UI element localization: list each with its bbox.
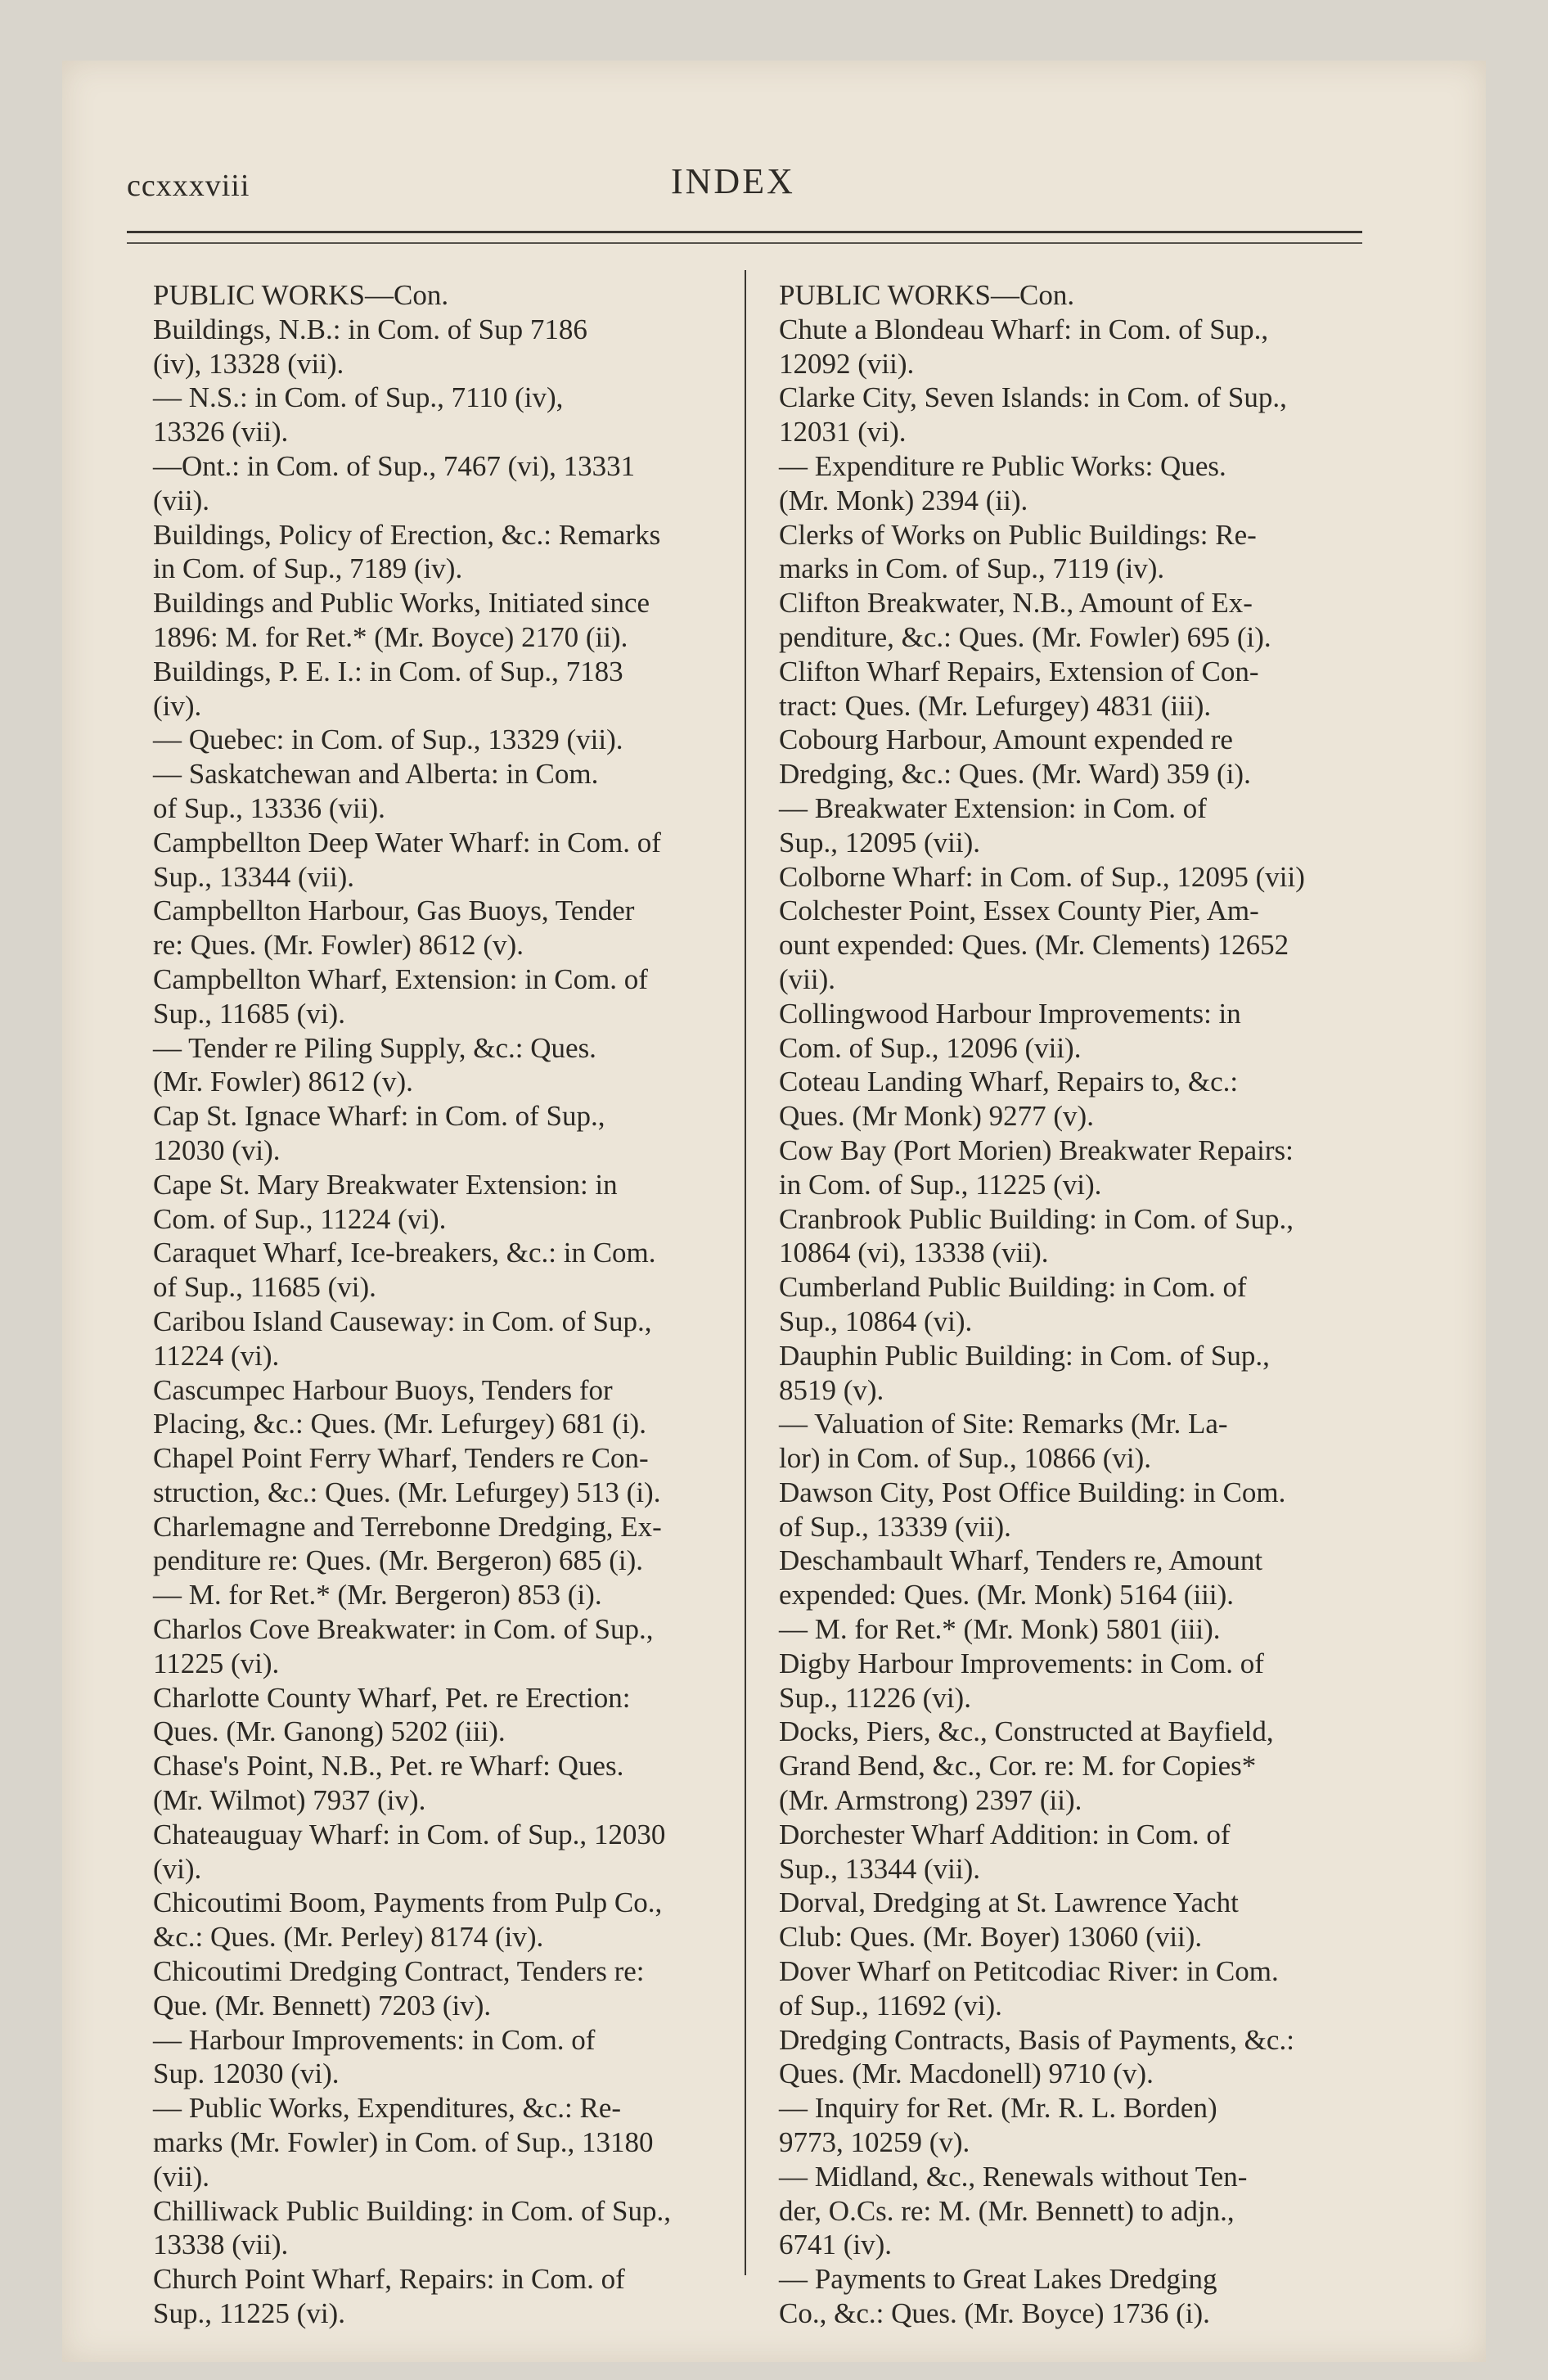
index-entry-line: Sup., 13344 (vii). <box>153 860 354 893</box>
index-entry-line: 12031 (vi). <box>779 416 907 449</box>
index-entry-line: of Sup., 11685 (vi). <box>153 1271 376 1304</box>
index-entry-line: re: Ques. (Mr. Fowler) 8612 (v). <box>153 929 524 962</box>
index-entry-line: Sup., 11225 (vi). <box>153 2297 345 2330</box>
index-entry-line: (Mr. Armstrong) 2397 (ii). <box>779 1784 1082 1817</box>
index-entry-line: Cap St. Ignace Wharf: in Com. of Sup., <box>153 1100 605 1133</box>
index-entry-line: Cape St. Mary Breakwater Extension: in <box>153 1168 618 1201</box>
index-entry-line: tract: Ques. (Mr. Lefurgey) 4831 (iii). <box>779 689 1212 722</box>
index-entry-line: — Expenditure re Public Works: Ques. <box>779 449 1226 482</box>
index-entry-line: Buildings and Public Works, Initiated since <box>153 587 650 620</box>
index-entry-line: — M. for Ret.* (Mr. Bergeron) 853 (i). <box>153 1579 602 1611</box>
index-entry-line: (iv). <box>153 689 202 722</box>
index-entry-line: Dover Wharf on Petitcodiac River: in Com. <box>779 1955 1279 1988</box>
index-entry-line: struction, &c.: Ques. (Mr. Lefurgey) 513 (i). <box>153 1476 661 1508</box>
section-heading: PUBLIC WORKS—Con. <box>153 279 449 311</box>
index-entry-line: (iv), 13328 (vii). <box>153 347 344 380</box>
index-entry-line: (vii). <box>153 484 210 516</box>
index-entry-line: — Payments to Great Lakes Dredging <box>779 2263 1217 2296</box>
index-entry-line: 11225 (vi). <box>153 1647 280 1679</box>
index-entry-line: Deschambault Wharf, Tenders re, Amount <box>779 1544 1263 1577</box>
index-entry-line: 10864 (vi), 13338 (vii). <box>779 1237 1049 1269</box>
running-title: INDEX <box>671 161 795 201</box>
index-entry-line: in Com. of Sup., 7189 (iv). <box>153 552 463 585</box>
index-column-left <box>153 278 740 2331</box>
index-entry-line: (vii). <box>153 2160 210 2193</box>
index-entry-line: Church Point Wharf, Repairs: in Com. of <box>153 2263 625 2296</box>
index-entry-line: Chicoutimi Dredging Contract, Tenders re: <box>153 1955 645 1988</box>
index-entry-line: (Mr. Fowler) 8612 (v). <box>153 1066 413 1098</box>
index-entry-line: — Valuation of Site: Remarks (Mr. La- <box>779 1408 1228 1440</box>
index-entry-line: Sup., 11226 (vi). <box>779 1681 971 1714</box>
index-entry-line: expended: Ques. (Mr. Monk) 5164 (iii). <box>779 1579 1235 1611</box>
index-entry-line: Ques. (Mr Monk) 9277 (v). <box>779 1100 1094 1133</box>
index-entry-line: Charlos Cove Breakwater: in Com. of Sup., <box>153 1613 654 1646</box>
index-entry-line: 13338 (vii). <box>153 2229 289 2261</box>
index-entry-line: penditure, &c.: Ques. (Mr. Fowler) 695 (i). <box>779 620 1271 653</box>
index-entries <box>779 313 1366 2331</box>
index-entry-line: Chute a Blondeau Wharf: in Com. of Sup., <box>779 313 1269 345</box>
index-entry-line: of Sup., 11692 (vi). <box>779 1989 1002 2022</box>
index-entry-line: Clerks of Works on Public Buildings: Re- <box>779 518 1257 551</box>
index-entry-line: Chateauguay Wharf: in Com. of Sup., 12030 <box>153 1818 666 1850</box>
index-entry-line: marks in Com. of Sup., 7119 (iv). <box>779 552 1165 585</box>
index-entry-line: (vii). <box>779 962 836 995</box>
index-entry-line: Clifton Breakwater, N.B., Amount of Ex- <box>779 587 1253 620</box>
index-entry-line: — M. for Ret.* (Mr. Monk) 5801 (iii). <box>779 1613 1221 1646</box>
index-entry-line: Buildings, P. E. I.: in Com. of Sup., 7183 <box>153 655 623 687</box>
index-entry-line: Sup., 12095 (vii). <box>779 826 980 859</box>
index-entry-line: Charlotte County Wharf, Pet. re Erection: <box>153 1681 631 1714</box>
header-rule <box>127 231 1362 233</box>
index-entry-line: Clarke City, Seven Islands: in Com. of Sup., <box>779 381 1287 414</box>
section-heading: PUBLIC WORKS—Con. <box>779 279 1075 311</box>
index-entry-line: Docks, Piers, &c., Constructed at Bayfield, <box>779 1715 1274 1748</box>
index-entry-line: Grand Bend, &c., Cor. re: M. for Copies* <box>779 1750 1257 1783</box>
index-entry-line: of Sup., 13339 (vii). <box>779 1510 1011 1543</box>
index-entry-line: Com. of Sup., 12096 (vii). <box>779 1031 1082 1064</box>
index-entry-line: Que. (Mr. Bennett) 7203 (iv). <box>153 1989 492 2022</box>
index-entry-line: — Saskatchewan and Alberta: in Com. <box>153 758 599 791</box>
index-entry-line: Cobourg Harbour, Amount expended re <box>779 723 1233 756</box>
header-rule-secondary <box>127 242 1362 244</box>
index-entry-line: — Harbour Improvements: in Com. of <box>153 2023 596 2056</box>
index-entry-line: (Mr. Wilmot) 7937 (iv). <box>153 1784 426 1817</box>
index-entry-line: Colborne Wharf: in Com. of Sup., 12095 (vii) <box>779 860 1305 893</box>
index-entry-line: —Ont.: in Com. of Sup., 7467 (vi), 13331 <box>153 449 636 482</box>
index-entry-line: Colchester Point, Essex County Pier, Am- <box>779 895 1259 927</box>
index-entry-line: — Public Works, Expenditures, &c.: Re- <box>153 2092 622 2125</box>
index-entry-line: Chapel Point Ferry Wharf, Tenders re Con- <box>153 1442 649 1475</box>
index-entry-line: Chilliwack Public Building: in Com. of Sup., <box>153 2194 671 2227</box>
index-entry-line: — Breakwater Extension: in Com. of <box>779 791 1207 824</box>
index-entry-line: Ques. (Mr. Macdonell) 9710 (v). <box>779 2058 1154 2090</box>
index-entry-line: Clifton Wharf Repairs, Extension of Con- <box>779 655 1259 687</box>
index-entry-line: Dauphin Public Building: in Com. of Sup., <box>779 1339 1270 1372</box>
index-entry-line: Co., &c.: Ques. (Mr. Boyce) 1736 (i). <box>779 2297 1210 2330</box>
index-entry-line: Digby Harbour Improvements: in Com. of <box>779 1647 1264 1679</box>
index-entry-line: Sup. 12030 (vi). <box>153 2058 340 2090</box>
index-entry-line: Dawson City, Post Office Building: in Com. <box>779 1476 1286 1508</box>
index-entry-line: 11224 (vi). <box>153 1339 280 1372</box>
index-entry-line: Sup., 10864 (vi). <box>779 1305 973 1337</box>
index-entry-line: 12030 (vi). <box>153 1134 281 1166</box>
index-entry-line: Buildings, N.B.: in Com. of Sup 7186 <box>153 313 587 345</box>
index-entry-line: Dorchester Wharf Addition: in Com. of <box>779 1818 1231 1850</box>
index-entry-line: Ques. (Mr. Ganong) 5202 (iii). <box>153 1715 506 1748</box>
index-entry-line: 6741 (iv). <box>779 2229 893 2261</box>
index-entry-line: Chase's Point, N.B., Pet. re Wharf: Ques. <box>153 1750 624 1783</box>
index-entry-line: Charlemagne and Terrebonne Dredging, Ex- <box>153 1510 662 1543</box>
index-entry-line: 1896: M. for Ret.* (Mr. Boyce) 2170 (ii). <box>153 620 628 653</box>
index-entry-line: Campbellton Deep Water Wharf: in Com. of <box>153 826 661 859</box>
index-entry-line: Buildings, Policy of Erection, &c.: Remarks <box>153 518 661 551</box>
index-entry-line: der, O.Cs. re: M. (Mr. Bennett) to adjn., <box>779 2194 1235 2227</box>
index-entry-line: Placing, &c.: Ques. (Mr. Lefurgey) 681 (i). <box>153 1408 646 1440</box>
index-entry-line: Club: Ques. (Mr. Boyer) 13060 (vii). <box>779 1921 1203 1954</box>
index-entry-line: Coteau Landing Wharf, Repairs to, &c.: <box>779 1066 1239 1098</box>
index-entry-line: Campbellton Wharf, Extension: in Com. of <box>153 962 648 995</box>
index-entry-line: of Sup., 13336 (vii). <box>153 791 385 824</box>
index-entry-line: Cumberland Public Building: in Com. of <box>779 1271 1247 1304</box>
index-entry-line: Dredging Contracts, Basis of Payments, &c.: <box>779 2023 1294 2056</box>
index-entry-line: marks (Mr. Fowler) in Com. of Sup., 13180 <box>153 2126 654 2159</box>
index-entry-line: — N.S.: in Com. of Sup., 7110 (iv), <box>153 381 564 414</box>
index-column-right <box>779 278 1366 2331</box>
index-entry-line: lor) in Com. of Sup., 10866 (vi). <box>779 1442 1151 1475</box>
index-entry-line: — Midland, &c., Renewals without Ten- <box>779 2160 1248 2193</box>
index-entry-line: ount expended: Ques. (Mr. Clements) 12652 <box>779 929 1289 962</box>
index-entry-line: — Tender re Piling Supply, &c.: Ques. <box>153 1031 596 1064</box>
index-entry-line: in Com. of Sup., 11225 (vi). <box>779 1168 1102 1201</box>
index-entry-line: Caribou Island Causeway: in Com. of Sup., <box>153 1305 652 1337</box>
index-entries <box>153 313 740 2331</box>
index-entry-line: Cranbrook Public Building: in Com. of Sup., <box>779 1202 1294 1235</box>
index-entry-line: (vi). <box>153 1852 202 1885</box>
index-entry-line: &c.: Ques. (Mr. Perley) 8174 (iv). <box>153 1921 544 1954</box>
index-entry-line: Cow Bay (Port Morien) Breakwater Repairs: <box>779 1134 1294 1166</box>
index-entry-line: Sup., 13344 (vii). <box>779 1852 980 1885</box>
index-entry-line: 9773, 10259 (v). <box>779 2126 970 2159</box>
page-folio: ccxxxviii <box>127 169 250 203</box>
index-entry-line: Com. of Sup., 11224 (vi). <box>153 1202 447 1235</box>
index-entry-line: Sup., 11685 (vi). <box>153 997 345 1030</box>
index-entry-line: 13326 (vii). <box>153 416 289 449</box>
index-entry-line: (Mr. Monk) 2394 (ii). <box>779 484 1028 516</box>
index-entry-line: — Inquiry for Ret. (Mr. R. L. Borden) <box>779 2092 1217 2125</box>
index-entry-line: Dorval, Dredging at St. Lawrence Yacht <box>779 1886 1239 1919</box>
index-entry-line: penditure re: Ques. (Mr. Bergeron) 685 (i). <box>153 1544 644 1577</box>
index-entry-line: Cascumpec Harbour Buoys, Tenders for <box>153 1373 613 1406</box>
index-entry-line: Chicoutimi Boom, Payments from Pulp Co., <box>153 1886 663 1919</box>
index-entry-line: 12092 (vii). <box>779 347 915 380</box>
index-entry-line: Campbellton Harbour, Gas Buoys, Tender <box>153 895 635 927</box>
index-entry-line: Collingwood Harbour Improvements: in <box>779 997 1241 1030</box>
column-divider <box>745 270 746 2275</box>
index-entry-line: Caraquet Wharf, Ice-breakers, &c.: in Com. <box>153 1237 656 1269</box>
index-entry-line: — Quebec: in Com. of Sup., 13329 (vii). <box>153 723 623 756</box>
index-entry-line: Dredging, &c.: Ques. (Mr. Ward) 359 (i). <box>779 758 1251 791</box>
index-entry-line: 8519 (v). <box>779 1373 884 1406</box>
